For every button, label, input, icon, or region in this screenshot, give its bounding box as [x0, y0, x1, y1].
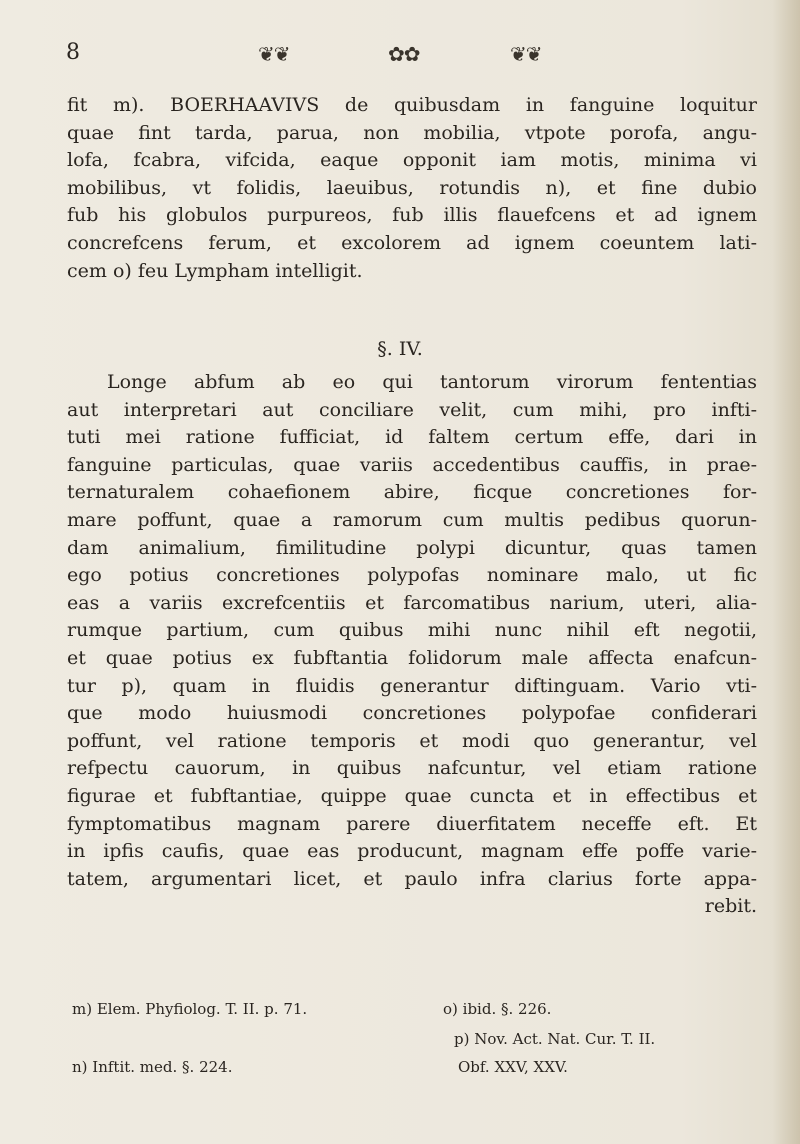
text-line: quae fint tarda, parua, non mobilia, vtpote porofa, angu- [67, 121, 757, 144]
text-line: concrefcens ferum, et excolorem ad ignem coeuntem lati- [67, 231, 757, 254]
text-line: fub his globulos purpureos, fub illis flauefcens et ad ignem [67, 204, 757, 227]
section-heading: §. IV. [377, 338, 423, 360]
text-line: fanguine particulas, quae variis accedentibus cauffis, in prae- [67, 453, 757, 476]
text-line: poffunt, vel ratione temporis et modi quo generantur, vel [67, 729, 757, 752]
ornament-right: ❦❦ [510, 42, 542, 66]
text-line: ternaturalem cohaefionem abire, ficque concretiones for- [67, 481, 757, 504]
text-line: refpectu cauorum, in quibus nafcuntur, vel etiam ratione [67, 757, 757, 780]
page-edge-shadow [772, 0, 800, 1144]
text-line: mobilibus, vt folidis, laeuibus, rotundis n), et fine dubio [67, 176, 757, 199]
text-line: Longe abfum ab eo qui tantorum virorum fententias [107, 371, 757, 393]
text-line: tatem, argumentari licet, et paulo infra clarius forte appa- [67, 867, 757, 890]
ornament-left: ❦❦ [258, 42, 290, 66]
footnote-n: n) Inftit. med. §. 224. [72, 1058, 233, 1076]
text-line: fymptomatibus magnam parere diuerfitatem neceffe eft. Et [67, 812, 757, 835]
text-line: in ipfis caufis, quae eas producunt, magnam effe poffe varie- [67, 840, 757, 863]
text-line: ego potius concretiones polypofas nominare malo, ut fic [67, 564, 757, 587]
text-line: lofa, fcabra, vifcida, eaque opponit iam motis, minima vi [67, 149, 757, 172]
footnote-o: o) ibid. §. 226. [443, 1000, 552, 1018]
footnote-m: m) Elem. Phyfiolog. T. II. p. 71. [72, 1000, 308, 1018]
paragraph-2 [67, 369, 757, 921]
footnote-p-continued: Obf. XXV, XXV. [458, 1058, 568, 1076]
paragraph-1 [67, 92, 757, 285]
text-line: cem o) feu Lympham intelligit. [67, 259, 363, 282]
text-line: fit m). BOERHAAVIVS de quibusdam in fanguine loquitur [67, 94, 757, 116]
text-line: figurae et fubftantiae, quippe quae cuncta et in effectibus et [67, 784, 757, 807]
text-line: aut interpretari aut conciliare velit, cum mihi, pro infti- [67, 398, 757, 421]
page-header [0, 40, 800, 80]
text-line: rebit. [704, 895, 757, 918]
ornament-center: ✿✿ [388, 42, 420, 66]
text-line: tuti mei ratione fufficiat, id faltem certum effe, dari in [67, 426, 757, 449]
text-line: mare poffunt, quae a ramorum cum multis pedibus quorun- [67, 508, 757, 531]
text-line: eas a variis excrefcentiis et farcomatibus narium, uteri, alia- [67, 591, 757, 614]
text-line: tur p), quam in fluidis generantur diftinguam. Vario vti- [67, 674, 757, 697]
page-number: 8 [66, 40, 80, 65]
text-line: que modo huiusmodi concretiones polypofae confiderari [67, 702, 757, 725]
text-line: dam animalium, fimilitudine polypi dicuntur, quas tamen [67, 536, 757, 559]
text-line: rumque partium, cum quibus mihi nunc nihil eft negotii, [67, 619, 757, 642]
footnote-p: p) Nov. Act. Nat. Cur. T. II. [454, 1030, 656, 1048]
text-line: et quae potius ex fubftantia folidorum male affecta enafcun- [67, 646, 757, 669]
